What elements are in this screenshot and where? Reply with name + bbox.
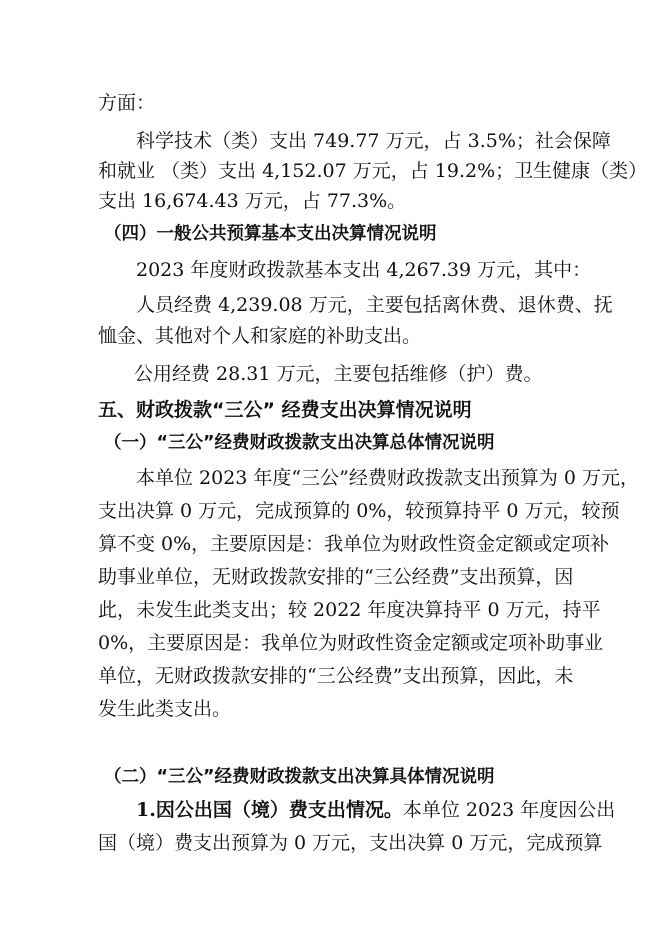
paragraph-line: 国（境）费支出预算为 0 万元，支出决算 0 万元，完成预算 bbox=[98, 832, 603, 854]
paragraph-line: 单位，无财政拨款安排的“三公经费”支出预算，因此，未 bbox=[98, 665, 574, 687]
paragraph-line: 支出 16,674.43 万元，占 77.3%。 bbox=[98, 190, 407, 212]
paragraph-line: 算不变 0%，主要原因是：我单位为财政性资金定额或定项补 bbox=[98, 533, 610, 555]
section-heading: 五、财政拨款“三公” 经费支出决算情况说明 bbox=[98, 399, 472, 421]
paragraph-line: 恤金、其他对个人和家庭的补助支出。 bbox=[98, 325, 422, 347]
paragraph-line: 助事业单位，无财政拨款安排的“三公经费”支出预算，因 bbox=[98, 566, 574, 588]
paragraph-line: 人员经费 4,239.08 万元，主要包括离休费、退休费、抚 bbox=[136, 294, 613, 316]
paragraph-line: 和就业 （类）支出 4,152.07 万元，占 19.2%；卫生健康（类） bbox=[98, 160, 648, 182]
bold-lead-text: 1.因公出国（境）费支出情况。 bbox=[136, 799, 403, 821]
subsection-heading: （一）“三公”经费财政拨款支出决算总体情况说明 bbox=[104, 433, 495, 453]
paragraph-line: 科学技术（类）支出 749.77 万元，占 3.5%；社会保障 bbox=[136, 130, 611, 152]
paragraph-line: 本单位 2023 年度“三公”经费财政拨款支出预算为 0 万元， bbox=[136, 467, 640, 489]
subsection-heading: （四）一般公共预算基本支出决算情况说明 bbox=[104, 224, 437, 244]
paragraph-line: 此，未发生此类支出；较 2022 年度决算持平 0 万元，持平 bbox=[98, 599, 601, 621]
paragraph-line bbox=[136, 797, 616, 823]
paragraph-line: 支出决算 0 万元，完成预算的 0%，较预算持平 0 万元，较预 bbox=[98, 500, 620, 522]
paragraph-line: 方面： bbox=[98, 92, 156, 114]
paragraph-line: 公用经费 28.31 万元，主要包括维修（护）费。 bbox=[134, 363, 543, 385]
paragraph-line: 2023 年度财政拨款基本支出 4,267.39 万元，其中： bbox=[136, 259, 592, 281]
subsection-heading: （二）“三公”经费财政拨款支出决算具体情况说明 bbox=[104, 767, 495, 787]
paragraph-line: 0%，主要原因是：我单位为财政性资金定额或定项补助事业 bbox=[98, 632, 604, 654]
inline-text: 本单位 2023 年度因公出 bbox=[402, 799, 616, 821]
paragraph-line: 发生此类支出。 bbox=[98, 698, 232, 720]
